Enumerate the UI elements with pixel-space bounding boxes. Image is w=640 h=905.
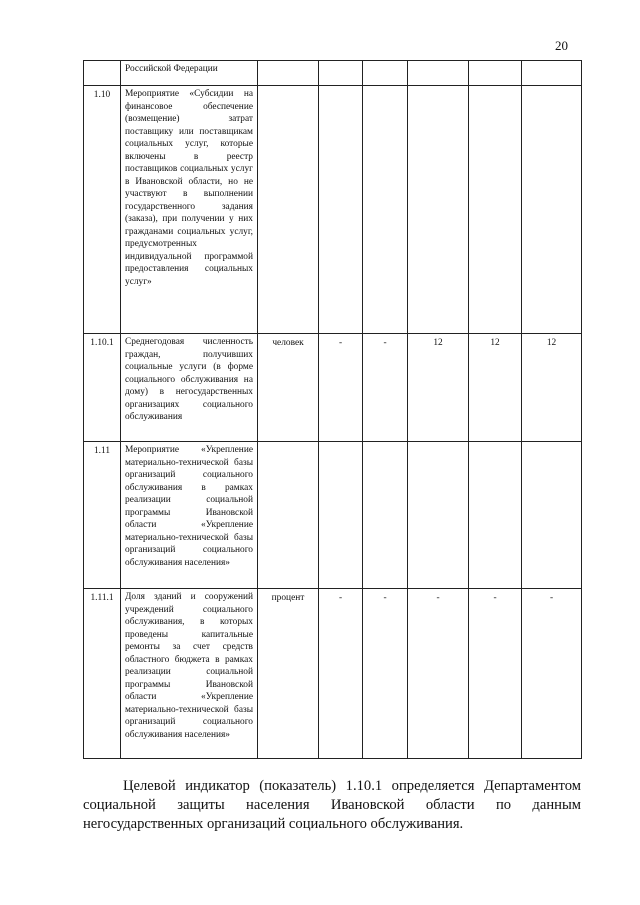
row-unit: процент <box>258 589 319 759</box>
row-value <box>469 442 522 589</box>
row-value: - <box>363 334 408 442</box>
page-number: 20 <box>555 38 568 53</box>
row-value: - <box>469 589 522 759</box>
row-value: - <box>319 334 363 442</box>
row-value: - <box>408 589 469 759</box>
row-name: Мероприятие «Укрепление материально-технической базы организаций социального обслуживания в рамках реализации социальной программы Ивановской области «Укрепление материально-технической базы организаций социального обслуживания населения» <box>121 442 258 589</box>
row-value <box>319 86 363 334</box>
row-value <box>408 86 469 334</box>
table-row <box>84 61 582 86</box>
row-value <box>522 442 582 589</box>
row-value <box>363 86 408 334</box>
row-value <box>469 61 522 86</box>
row-value: - <box>319 589 363 759</box>
row-value <box>319 442 363 589</box>
row-value: 12 <box>408 334 469 442</box>
row-name: Среднегодовая численность граждан, получивших социальные услуги (в форме социального обслуживания на дому) в негосударственных организациях социального обслуживания <box>121 334 258 442</box>
row-number: 1.11.1 <box>84 589 121 759</box>
row-value <box>363 442 408 589</box>
row-value: - <box>522 589 582 759</box>
row-value: - <box>363 589 408 759</box>
row-unit <box>258 86 319 334</box>
row-number: 1.10 <box>84 86 121 334</box>
table-body <box>84 61 582 759</box>
row-unit <box>258 61 319 86</box>
row-value <box>319 61 363 86</box>
row-value <box>408 61 469 86</box>
row-number: 1.10.1 <box>84 334 121 442</box>
row-name: Российской Федерации <box>121 61 258 86</box>
table-row <box>84 442 582 589</box>
row-value: 12 <box>469 334 522 442</box>
table-row <box>84 334 582 442</box>
row-number: 1.11 <box>84 442 121 589</box>
row-number <box>84 61 121 86</box>
row-name: Мероприятие «Субсидии на финансовое обеспечение (возмещение) затрат поставщику или поставщикам социальных услуг, которые включены в реестр поставщиков социальных услуг в Ивановской области, но не участвуют в выполнении государственного задания (заказа), при получении у них гражданами социальных услуг, предусмотренных индивидуальной программой предоставления социальных услуг» <box>121 86 258 334</box>
row-value <box>469 86 522 334</box>
row-unit: человек <box>258 334 319 442</box>
indicators-table <box>83 60 582 759</box>
row-value: 12 <box>522 334 582 442</box>
row-unit <box>258 442 319 589</box>
row-value <box>522 61 582 86</box>
row-value <box>408 442 469 589</box>
row-value <box>522 86 582 334</box>
indicator-footnote: Целевой индикатор (показатель) 1.10.1 определяется Департаментом социальной защиты населения Ивановской области по данным негосударственных организаций социального обслуживания. <box>83 777 581 832</box>
table-row <box>84 589 582 759</box>
row-value <box>363 61 408 86</box>
row-name: Доля зданий и сооружений учреждений социального обслуживания, в которых проведены капитальные ремонты за счет средств областного бюджета в рамках реализации социальной программы Ивановской области «Укрепление материально-технической базы организаций социального обслуживания населения» <box>121 589 258 759</box>
table-row <box>84 86 582 334</box>
